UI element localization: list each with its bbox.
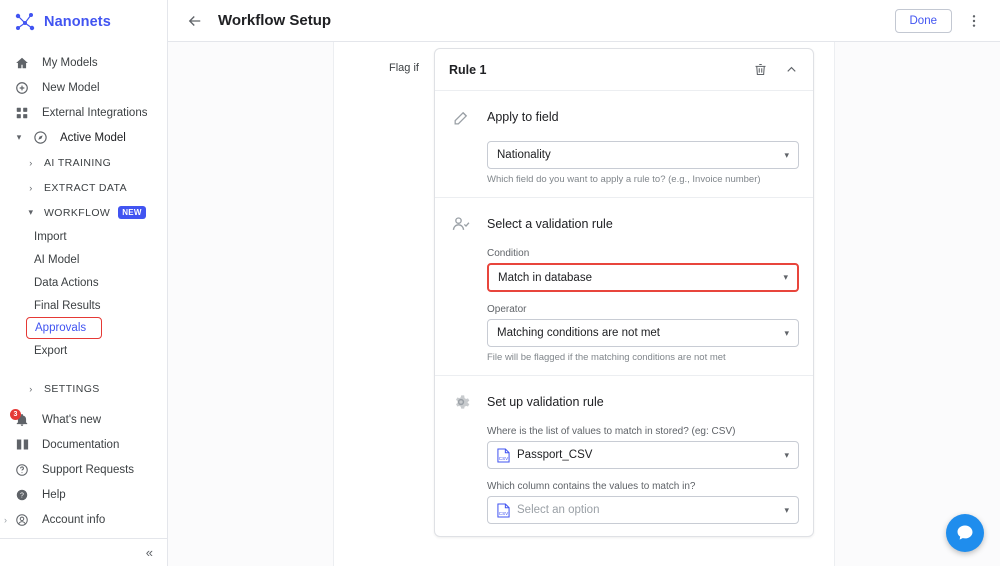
apply-to-field-hint: Which field do you want to apply a rule to? (e.g., Invoice number) (487, 174, 761, 185)
svg-text:?: ? (20, 492, 24, 500)
sidebar-subitem-label: AI Model (34, 253, 80, 266)
apply-to-field-select[interactable] (487, 141, 799, 169)
sidebar-section-extract-data[interactable] (0, 175, 167, 200)
done-button[interactable]: Done (895, 9, 953, 33)
section-title: Apply to field (487, 110, 559, 124)
more-vertical-icon[interactable] (962, 13, 986, 29)
brand[interactable] (0, 0, 167, 44)
sidebar-nav (0, 44, 167, 401)
operator-value: Matching conditions are not met (497, 327, 661, 339)
sidebar-section-label: WORKFLOW (44, 206, 111, 219)
source-file-select[interactable] (487, 441, 799, 469)
sidebar-item-label: My Models (42, 56, 98, 69)
sidebar-section-label: SETTINGS (44, 382, 100, 395)
sidebar-item-approvals[interactable] (26, 317, 102, 339)
chevron-right-icon: › (29, 182, 33, 193)
svg-text:CSV: CSV (498, 510, 509, 516)
rule-header (435, 49, 813, 91)
help-circle-icon (14, 487, 30, 503)
sidebar-item-documentation[interactable] (0, 432, 167, 457)
top-bar (168, 0, 1000, 42)
condition-label: Condition (487, 248, 530, 259)
sidebar-item-my-models[interactable] (0, 50, 167, 75)
sidebar-item-ai-model[interactable] (0, 248, 167, 271)
flag-if-label: Flag if (389, 62, 419, 74)
apply-to-field-value: Nationality (497, 149, 551, 161)
main-area (168, 0, 1000, 566)
sidebar-item-data-actions[interactable] (0, 271, 167, 294)
topbar-actions (895, 9, 987, 33)
chevron-right-icon: › (29, 383, 33, 394)
condition-select[interactable] (487, 263, 799, 292)
sidebar-item-label: External Integrations (42, 106, 148, 119)
sidebar-item-label: What's new (42, 413, 102, 426)
gear-icon (449, 390, 473, 414)
rule-header-actions (753, 62, 799, 77)
trash-icon[interactable] (753, 62, 768, 77)
chevron-right-icon: › (29, 157, 33, 168)
collapse-icon: « (145, 545, 153, 560)
sidebar-subitem-label: Export (34, 344, 68, 357)
sidebar-subitem-label: Final Results (34, 299, 101, 312)
sidebar-item-external-integrations[interactable] (0, 100, 167, 125)
sidebar-item-label: Active Model (60, 131, 126, 144)
chevron-down-icon: ▾ (784, 504, 789, 515)
csv-file-icon (497, 503, 510, 518)
sidebar-section-settings[interactable] (0, 376, 167, 401)
rule-title: Rule 1 (449, 62, 487, 77)
grid-icon (14, 105, 30, 121)
field-source-file (449, 426, 799, 469)
section-header (449, 212, 799, 236)
page-title: Workflow Setup (218, 12, 332, 29)
sidebar-section-label: EXTRACT DATA (44, 181, 127, 194)
section-apply-to-field (435, 91, 813, 198)
home-icon (14, 55, 30, 71)
column-label: Which column contains the values to match in? (487, 481, 696, 492)
compass-icon (32, 130, 48, 146)
sidebar-section-label: AI TRAINING (44, 156, 112, 169)
sidebar-item-account-info[interactable] (0, 507, 167, 532)
sidebar-subitem-label: Approvals (35, 322, 87, 334)
sidebar-subitem-label: Data Actions (34, 276, 99, 289)
account-icon (14, 512, 30, 528)
section-header (449, 105, 799, 129)
chevron-down-icon: ▾ (16, 132, 22, 142)
condition-value: Match in database (498, 271, 592, 284)
chevron-down-icon: ▾ (784, 327, 789, 338)
sidebar-item-label: Account info (42, 513, 106, 526)
user-check-icon (449, 212, 473, 236)
sidebar-bottom-nav (0, 407, 167, 538)
plus-circle-icon (14, 80, 30, 96)
svg-text:CSV: CSV (498, 455, 509, 461)
rule-card (434, 48, 814, 537)
sidebar-item-import[interactable] (0, 225, 167, 248)
section-setup-validation-rule (435, 376, 813, 536)
sidebar-item-help[interactable] (0, 482, 167, 507)
section-select-validation-rule (435, 198, 813, 376)
field-condition (449, 248, 799, 292)
sidebar-item-export[interactable] (0, 339, 167, 362)
operator-select[interactable] (487, 319, 799, 347)
sidebar (0, 0, 168, 566)
section-title: Set up validation rule (487, 395, 604, 409)
column-select[interactable] (487, 496, 799, 524)
sidebar-section-workflow[interactable] (0, 200, 167, 225)
chevron-up-icon[interactable] (784, 62, 799, 77)
sidebar-collapse-button[interactable] (0, 538, 167, 566)
sidebar-item-support-requests[interactable] (0, 457, 167, 482)
notification-badge: 3 (10, 409, 21, 420)
sidebar-item-active-model[interactable] (0, 125, 167, 150)
chevron-down-icon: ▾ (28, 207, 34, 217)
column-value: Select an option (517, 504, 600, 516)
sidebar-subitem-label: Import (34, 230, 67, 243)
sidebar-item-label: New Model (42, 81, 100, 94)
field-apply-to-field (449, 141, 799, 185)
field-operator (449, 304, 799, 363)
source-file-label: Where is the list of values to match in stored? (eg: CSV) (487, 426, 736, 437)
back-arrow-icon[interactable] (186, 12, 204, 30)
chevron-right-icon: › (4, 514, 7, 525)
source-file-value: Passport_CSV (517, 449, 593, 461)
sidebar-item-label: Documentation (42, 438, 120, 451)
chevron-down-icon: ▾ (784, 149, 789, 160)
sidebar-item-label: Help (42, 488, 66, 501)
workflow-canvas (168, 42, 1000, 566)
operator-label: Operator (487, 304, 527, 315)
chevron-down-icon: ▾ (783, 272, 788, 282)
question-circle-icon (14, 462, 30, 478)
pencil-icon (449, 105, 473, 129)
sidebar-section-ai-training[interactable] (0, 150, 167, 175)
chevron-down-icon: ▾ (784, 449, 789, 460)
canvas-inner (333, 42, 835, 566)
section-title: Select a validation rule (487, 217, 613, 231)
nanonets-logo-icon (14, 11, 36, 33)
sidebar-item-new-model[interactable] (0, 75, 167, 100)
book-icon (14, 437, 30, 453)
operator-hint: File will be flagged if the matching conditions are not met (487, 352, 726, 363)
new-badge: NEW (118, 206, 146, 219)
chat-bubble-icon[interactable] (946, 514, 984, 552)
csv-file-icon (497, 448, 510, 463)
sidebar-item-final-results[interactable] (0, 294, 167, 317)
field-column (449, 481, 799, 524)
sidebar-item-whats-new[interactable] (0, 407, 167, 432)
sidebar-item-label: Support Requests (42, 463, 135, 476)
brand-name: Nanonets (44, 14, 111, 30)
section-header (449, 390, 799, 414)
